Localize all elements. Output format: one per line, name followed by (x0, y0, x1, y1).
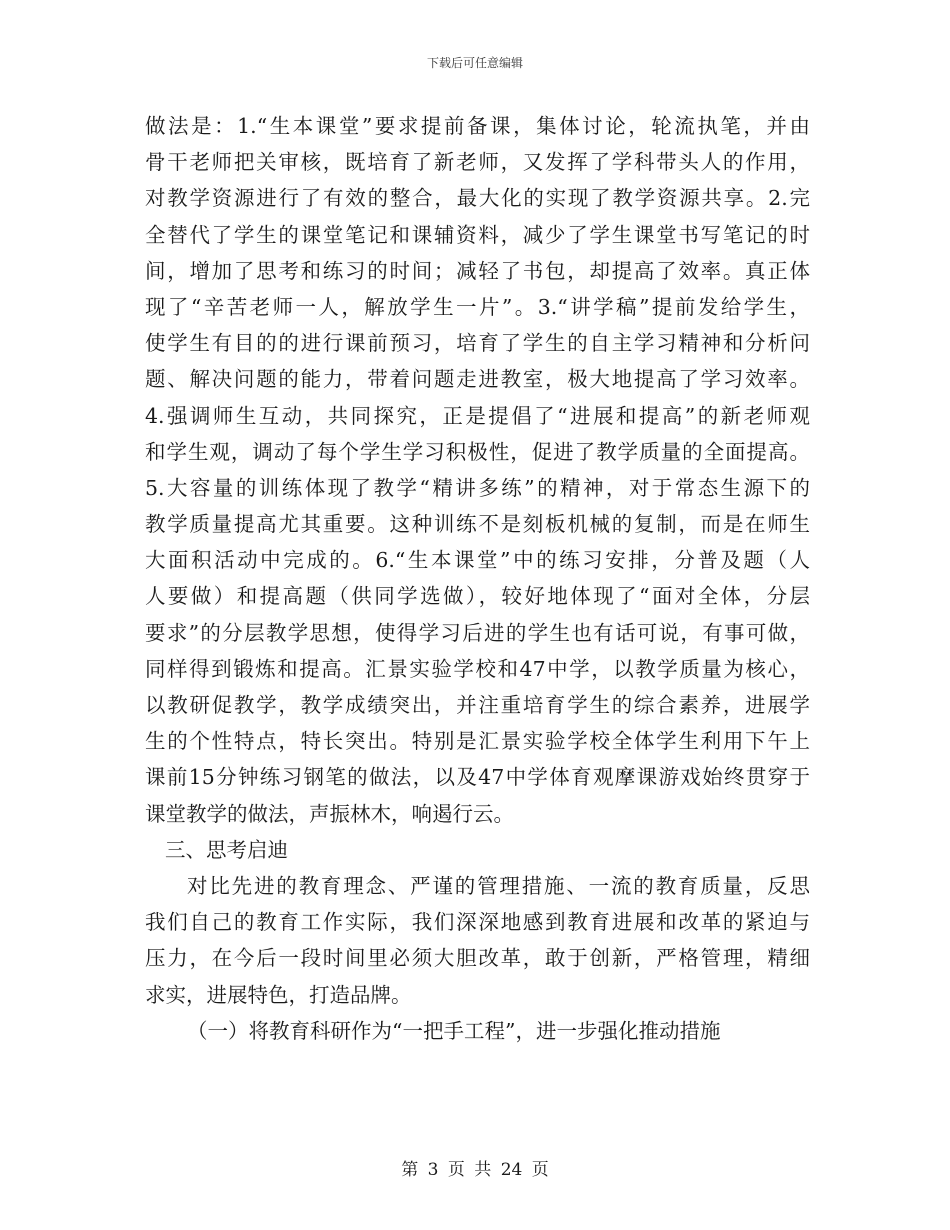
paragraph-line: 我们自己的教育工作实际，我们深深地感到教育进展和改革的紧迫与 (145, 910, 810, 935)
paragraph-line: 求实，进展特色，打造品牌。 (145, 982, 412, 1007)
body-line: 要求”的分层教学思想，使得学习后进的学生也有话可说，有事可做， (145, 620, 810, 645)
body-line: 以教研促教学，教学成绩突出，并注重培育学生的综合素养，进展学 (145, 693, 810, 717)
page-header: 下载后可任意编辑 (426, 56, 523, 70)
body-line: 骨干老师把关审核，既培育了新老师，又发挥了学科带头人的作用， (145, 150, 810, 175)
paragraph-line: 对比先进的教育理念、严谨的管理措施、一流的教育质量，反思 (187, 873, 810, 898)
body-line: 教学质量提高尤其重要。这种训练不是刻板机械的复制，而是在师生 (145, 512, 810, 537)
body-line: 4.强调师生互动，共同探究，正是提倡了“进展和提高”的新老师观 (145, 403, 810, 428)
body-line: 全替代了学生的课堂笔记和课辅资料，减少了学生课堂书写笔记的时 (145, 222, 810, 247)
body-line: 人要做）和提高题（供同学选做），较好地体现了“面对全体，分层 (145, 584, 810, 609)
body-line: 生的个性特点，特长突出。特别是汇景实验学校全体学生利用下午上 (145, 729, 810, 754)
subheading: （一）将教育科研作为“一把手工程”，进一步强化推动措施 (187, 1018, 721, 1043)
body-line: 课前15分钟练习钢笔的做法，以及47中学体育观摩课游戏始终贯穿于 (145, 765, 810, 790)
body-line: 和学生观，调动了每个学生学习积极性，促进了教学质量的全面提高。 (145, 439, 810, 464)
body-line: 现了“辛苦老师一人，解放学生一片”。3.“讲学稿”提前发给学生， (145, 294, 810, 319)
body-line: 课堂教学的做法，声振林木，响遏行云。 (145, 801, 514, 826)
paragraph-line: 压力，在今后一段时间里必须大胆改革，敢于创新，严格管理，精细 (145, 946, 810, 971)
body-line: 做法是：1.“生本课堂”要求提前备课，集体讨论，轮流执笔，并由 (145, 114, 810, 138)
body-line: 题、解决问题的能力，带着问题走进教室，极大地提高了学习效率。 (145, 367, 810, 392)
body-line: 间，增加了思考和练习的时间；减轻了书包，却提高了效率。真正体 (145, 258, 810, 283)
body-line: 5.大容量的训练体现了教学“精讲多练”的精神，对于常态生源下的 (145, 475, 810, 500)
section-heading: 三、思考启迪 (165, 837, 288, 862)
body-line: 使学生有目的的进行课前预习，培育了学生的自主学习精神和分析问 (145, 331, 810, 356)
body-line: 对教学资源进行了有效的整合，最大化的实现了教学资源共享。2.完 (145, 186, 810, 211)
body-line: 同样得到锻炼和提高。汇景实验学校和47中学，以教学质量为核心， (145, 656, 810, 681)
document-body (145, 108, 810, 1049)
body-line: 大面积活动中完成的。6.“生本课堂”中的练习安排，分普及题（人 (145, 548, 810, 573)
page-footer: 第 3 页 共 24 页 (401, 1160, 549, 1180)
